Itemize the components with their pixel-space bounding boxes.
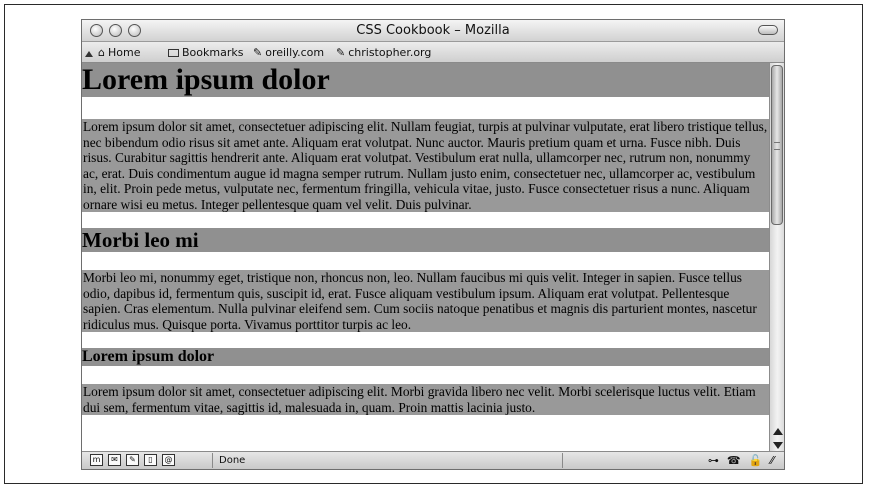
browser-window [81, 19, 785, 470]
toolbar-christopher-label: christopher.org [348, 46, 432, 59]
toolbar-toggle-button[interactable] [758, 25, 778, 35]
divider [562, 453, 563, 468]
address-book-icon[interactable]: ▯ [144, 454, 157, 466]
page-content [82, 63, 769, 453]
offline-mode-icon[interactable]: ☎ [726, 454, 741, 467]
scrollbar-grip-icon [774, 142, 780, 150]
scroll-up-arrow-icon[interactable] [773, 428, 783, 435]
composer-icon[interactable]: ✎ [126, 454, 139, 466]
window-title: CSS Cookbook – Mozilla [356, 23, 510, 38]
folder-icon [168, 49, 179, 57]
component-bar [90, 454, 175, 466]
paragraph-1: Lorem ipsum dolor sit amet, consectetuer adipiscing elit. Nullam feugiat, turpis at pulvinar vulputate, erat libero tristique tellus, nec bibendum odio risus sit amet ante. Aliquam erat volutpat. Nunc auctor. Mauris pretium quam et urna. Fusce nibh. Duis risus. Curabitur sagittis hendrerit ante. Aliquam erat volutpat. Vestibulum erat nulla, ullamcorper nec, rutrum non, nonummy ac, erat. Duis condimentum augue id magna semper rutrum. Nullam justo enim, consectetuer nec, ullamcorper ac, vestibulum in, elit. Proin pede metus, vulputate nec, fermentum fringilla, vehicula vitae, justo. Fusce consectetuer risus a nunc. Aliquam ornare wisi eu metus. Integer pellentesque quam vel velit. Duis pulvinar. [83, 119, 768, 212]
security-lock-icon[interactable]: 🔓 [748, 454, 763, 467]
scroll-down-arrow-icon[interactable] [773, 442, 783, 449]
toolbar-oreilly-label: oreilly.com [265, 46, 325, 59]
vertical-scrollbar[interactable] [769, 63, 785, 453]
toolbar-collapse-icon[interactable] [85, 51, 93, 57]
navigator-icon[interactable]: m [90, 454, 103, 466]
mail-icon[interactable]: ✉ [108, 454, 121, 466]
online-status-icon[interactable]: ⊶ [707, 454, 719, 467]
divider [212, 453, 213, 468]
spacer [82, 212, 769, 228]
scrollbar-thumb[interactable] [771, 65, 783, 225]
status-bar [82, 451, 784, 469]
heading-2: Morbi leo mi [82, 228, 769, 252]
bookmark-link-icon: ✎ [253, 46, 263, 59]
spacer [82, 252, 769, 270]
toolbar-home-label: Home [107, 46, 141, 59]
bookmark-link-icon: ✎ [336, 46, 346, 59]
heading-1: Lorem ipsum dolor [82, 63, 769, 97]
toolbar-bookmarks-label: Bookmarks [182, 46, 244, 59]
home-icon: ⌂ [98, 46, 105, 59]
resize-grip-icon[interactable]: ⁄⁄ [770, 454, 774, 467]
spacer [82, 332, 769, 348]
status-indicators [708, 454, 774, 467]
toolbar-bookmarks-button[interactable] [168, 46, 243, 59]
toolbar-home-button[interactable] [98, 46, 140, 59]
toolbar-link-oreilly[interactable] [253, 46, 324, 59]
spacer [82, 97, 769, 119]
paragraph-3: Lorem ipsum dolor sit amet, consectetuer adipiscing elit. Morbi gravida libero nec velit. Morbi scelerisque luctus velit. Etiam dui sem, fermentum vitae, sagittis id, malesuada in, quam. Proin mattis lacinia justo. [82, 384, 769, 415]
chat-icon[interactable]: @ [162, 454, 175, 466]
title-bar[interactable] [82, 20, 784, 42]
toolbar-link-christopher[interactable] [336, 46, 431, 59]
personal-toolbar [82, 42, 784, 63]
heading-3: Lorem ipsum dolor [82, 348, 769, 366]
status-text: Done [219, 455, 246, 466]
spacer [82, 366, 769, 384]
paragraph-2: Morbi leo mi, nonummy eget, tristique non, rhoncus non, leo. Nullam faucibus mi quis velit. Integer in sapien. Fusce tellus odio, dapibus id, fermentum quis, suscipit id, erat. Fusce aliquam vestibulum ipsum. Aliquam erat volutpat. Pellentesque sapien. Cras elementum. Nulla pulvinar eleifend sem. Cum sociis natoque penatibus et magnis dis parturient montes, nascetur ridiculus mus. Quisque porta. Vivamus porttitor turpis ac leo. [82, 270, 769, 332]
